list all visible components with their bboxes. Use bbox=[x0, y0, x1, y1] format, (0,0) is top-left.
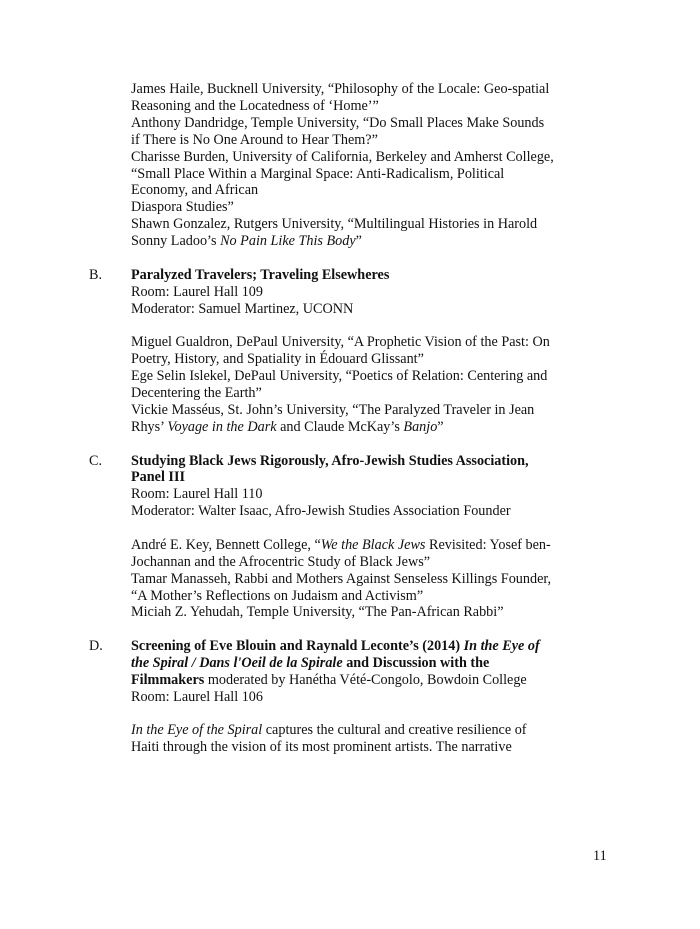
panel-title bbox=[131, 672, 527, 689]
panel-title bbox=[131, 655, 489, 672]
panel-title: Studying Black Jews Rigorously, Afro-Jewish Studies Association, bbox=[131, 453, 529, 469]
text-run: Rhys’ bbox=[131, 419, 168, 435]
paper-line: Economy, and African bbox=[131, 182, 259, 198]
page-number: 11 bbox=[593, 848, 607, 864]
panel-title bbox=[131, 638, 540, 655]
paper-line: “Small Place Within a Marginal Space: Anti-Radicalism, Political bbox=[131, 166, 505, 182]
paper-line: James Haile, Bucknell University, “Philosophy of the Locale: Geo-spatial bbox=[131, 81, 550, 97]
panel-title: Paralyzed Travelers; Traveling Elsewheres bbox=[131, 267, 390, 283]
text-run: moderated by Hanétha Vété-Congolo, Bowdoin College bbox=[204, 672, 527, 688]
paper-line: Reasoning and the Locatedness of ‘Home’” bbox=[131, 98, 379, 114]
paper-line bbox=[131, 233, 362, 250]
text-run: Filmmakers bbox=[131, 672, 205, 688]
text-run: André E. Key, Bennett College, “ bbox=[131, 537, 321, 553]
film-title: the Spiral / Dans l'Oeil de la Spirale bbox=[131, 655, 343, 671]
paper-line: Diaspora Studies” bbox=[131, 199, 234, 215]
description-line bbox=[131, 722, 527, 739]
panel-moderator: Moderator: Samuel Martinez, UCONN bbox=[131, 301, 354, 317]
panel-room: Room: Laurel Hall 109 bbox=[131, 284, 263, 300]
paper-line: Vickie Masséus, St. John’s University, “The Paralyzed Traveler in Jean bbox=[131, 402, 535, 418]
panel-letter-c: C. bbox=[89, 453, 103, 469]
text-run: ” bbox=[355, 233, 362, 249]
paper-line: “A Mother’s Reflections on Judaism and Activism” bbox=[131, 588, 424, 604]
paper-line: Anthony Dandridge, Temple University, “Do Small Places Make Sounds bbox=[131, 115, 545, 131]
panel-room: Room: Laurel Hall 110 bbox=[131, 486, 263, 502]
paper-line: Miguel Gualdron, DePaul University, “A Prophetic Vision of the Past: On bbox=[131, 334, 550, 350]
panel-letter-b: B. bbox=[89, 267, 103, 283]
paper-line bbox=[131, 419, 444, 436]
text-run: and Discussion with the bbox=[342, 655, 490, 671]
panel-title: Panel III bbox=[131, 469, 185, 485]
text-run: and Claude McKay’s bbox=[276, 419, 404, 435]
work-title: No Pain Like This Body bbox=[220, 233, 356, 249]
work-title: Voyage in the Dark bbox=[167, 419, 277, 435]
paper-line: if There is No One Around to Hear Them?” bbox=[131, 132, 378, 148]
text-run: captures the cultural and creative resilience of bbox=[262, 722, 527, 738]
film-title: In the Eye of bbox=[463, 638, 540, 654]
film-title: In the Eye of the Spiral bbox=[131, 722, 263, 738]
paper-line: Decentering the Earth” bbox=[131, 385, 262, 401]
paper-line: Shawn Gonzalez, Rutgers University, “Multilingual Histories in Harold bbox=[131, 216, 538, 232]
panel-room: Room: Laurel Hall 106 bbox=[131, 689, 263, 705]
paper-line bbox=[131, 537, 551, 554]
text-run: ” bbox=[437, 419, 444, 435]
panel-letter-d: D. bbox=[89, 638, 103, 654]
paper-line: Miciah Z. Yehudah, Temple University, “The Pan-African Rabbi” bbox=[131, 604, 504, 620]
text-run: Screening of Eve Blouin and Raynald Leconte’s (2014) bbox=[131, 638, 464, 654]
work-title: Banjo bbox=[403, 419, 438, 435]
description-line: Haiti through the vision of its most prominent artists. The narrative bbox=[131, 739, 512, 755]
paper-line: Tamar Manasseh, Rabbi and Mothers Against Senseless Killings Founder, bbox=[131, 571, 552, 587]
paper-line: Ege Selin Islekel, DePaul University, “Poetics of Relation: Centering and bbox=[131, 368, 548, 384]
paper-line: Jochannan and the Afrocentric Study of Black Jews” bbox=[131, 554, 431, 570]
paper-line: Charisse Burden, University of California, Berkeley and Amherst College, bbox=[131, 149, 554, 165]
panel-moderator: Moderator: Walter Isaac, Afro-Jewish Studies Association Founder bbox=[131, 503, 511, 519]
text-run: Sonny Ladoo’s bbox=[131, 233, 221, 249]
text-run: Revisited: Yosef ben- bbox=[425, 537, 551, 553]
paper-line: Poetry, History, and Spatiality in Édouard Glissant” bbox=[131, 351, 424, 367]
work-title: We the Black Jews bbox=[320, 537, 426, 553]
